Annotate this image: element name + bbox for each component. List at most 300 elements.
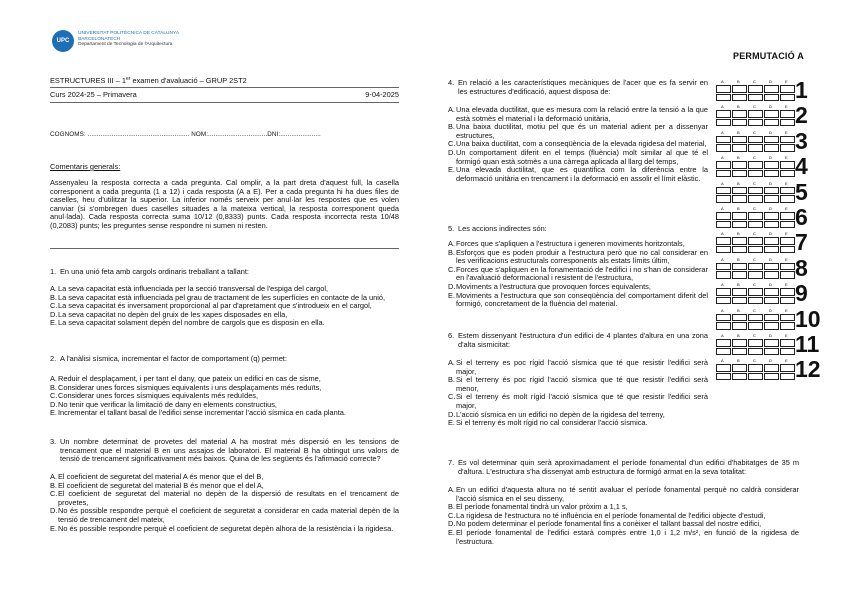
course-row bbox=[50, 91, 399, 100]
answer-box-cancel[interactable] bbox=[780, 246, 795, 254]
answer-option bbox=[448, 529, 799, 546]
answer-box-select[interactable] bbox=[732, 263, 747, 271]
grid-column-letter: A bbox=[721, 358, 724, 364]
answer-options bbox=[50, 285, 399, 328]
answer-box-select[interactable] bbox=[748, 85, 763, 93]
option-text: Moviments a l'estructura que provoquen forces equivalents, bbox=[456, 281, 651, 291]
option-letter: E. bbox=[448, 290, 455, 300]
grid-column-letter: A bbox=[721, 155, 724, 161]
grid-column-letter: B bbox=[737, 231, 740, 237]
grid-column-letter: C bbox=[753, 333, 756, 338]
option-text: Un comportament diferit en el temps (fluència) molt similar al que té el formigó quan està sotmès a una càrrega aplicada al llarg del temps, bbox=[456, 147, 708, 166]
grid-column-letter: B bbox=[737, 206, 740, 211]
answer-box-cancel[interactable] bbox=[748, 170, 763, 178]
answer-box-select[interactable] bbox=[732, 187, 747, 195]
answer-option bbox=[448, 359, 708, 376]
answer-row-number: 2 bbox=[795, 102, 808, 129]
answer-box-cancel[interactable] bbox=[780, 271, 795, 279]
answer-box-cancel[interactable] bbox=[732, 246, 747, 254]
option-text: La seva capacitat està influenciada per la secció transversal de l'espiga del cargol, bbox=[58, 284, 329, 293]
grid-column-letter: B bbox=[737, 282, 740, 288]
answer-option bbox=[448, 106, 708, 123]
question-stem bbox=[50, 355, 399, 364]
option-text: No és possible respondre perquè el coeficient de seguretat a considerar en cada material depèn de la tensió de trencament del mateix, bbox=[58, 506, 399, 524]
answer-box-cancel[interactable] bbox=[716, 271, 731, 279]
grid-column-letter: D bbox=[769, 256, 772, 262]
answer-box-select[interactable] bbox=[780, 339, 795, 347]
option-letter: C. bbox=[448, 510, 456, 520]
question-text: En una unió feta amb cargols ordinaris treballant a tallant: bbox=[60, 267, 249, 276]
question-number: 5. bbox=[448, 224, 455, 233]
option-letter: B. bbox=[50, 292, 57, 302]
grid-column-letter: A bbox=[721, 333, 724, 338]
answer-box-select[interactable] bbox=[716, 161, 731, 169]
question-text: Estem dissenyant l'estructura d'un edifici de 4 plantes d'altura en una zona d'alta sismicitat: bbox=[458, 331, 708, 349]
answer-option bbox=[50, 525, 399, 534]
answer-box-cancel[interactable] bbox=[732, 195, 747, 203]
answer-box-cancel[interactable] bbox=[732, 144, 747, 152]
answer-box-cancel[interactable] bbox=[716, 119, 731, 127]
answer-box-cancel[interactable] bbox=[780, 322, 795, 330]
answer-box-select[interactable] bbox=[764, 136, 779, 144]
answer-box-select[interactable] bbox=[780, 136, 795, 144]
answer-box-select[interactable] bbox=[748, 161, 763, 169]
grid-column-letter: E bbox=[785, 180, 788, 186]
option-text: La rigidesa de l'estructura no té influència en el període fonamental de l'edifici objecte d'estudi, bbox=[456, 510, 766, 520]
answer-box-cancel[interactable] bbox=[764, 94, 779, 102]
question-4 bbox=[448, 78, 708, 183]
answer-box-cancel[interactable] bbox=[764, 373, 779, 381]
option-text: No tenir que verificar la limitació de dany en elements constructius, bbox=[58, 399, 277, 409]
option-letter: B. bbox=[50, 480, 57, 490]
answer-box-select[interactable] bbox=[716, 263, 731, 271]
answer-box-cancel[interactable] bbox=[748, 119, 763, 127]
grid-column-letter: D bbox=[769, 231, 772, 237]
answer-box-cancel[interactable] bbox=[780, 373, 795, 381]
answer-box-cancel[interactable] bbox=[780, 297, 795, 305]
question-text: En relació a les característiques mecàniques de l'acer que es fa servir en les estructures d'edificació, aquest disposa de: bbox=[458, 78, 708, 96]
answer-box-select[interactable] bbox=[764, 364, 779, 372]
grid-column-letter: D bbox=[769, 104, 772, 110]
answer-box-select[interactable] bbox=[732, 364, 747, 372]
answer-box-cancel[interactable] bbox=[764, 221, 779, 229]
grid-column-letter: C bbox=[753, 206, 756, 211]
option-text: Incrementar el tallant basal de l'edifici sense incrementar l'acció sísmica en cada planta. bbox=[58, 408, 346, 418]
answer-box-cancel[interactable] bbox=[716, 373, 731, 381]
answer-box-select[interactable] bbox=[732, 237, 747, 245]
option-letter: E. bbox=[448, 165, 455, 175]
answer-row-9 bbox=[716, 282, 836, 307]
exam-title: ESTRUCTURES III – 1er examen d'avaluació – GRUP 2ST2 bbox=[50, 76, 247, 85]
option-letter: B. bbox=[448, 375, 455, 385]
option-text: L'acció sísmica en un edifici no depèn de la rigidesa del terreny, bbox=[456, 409, 665, 419]
answer-box-select[interactable] bbox=[732, 85, 747, 93]
option-text: Considerar unes forces sísmiques equivalents i uns desplaçaments més reduïts, bbox=[58, 382, 322, 392]
answer-row-number: 7 bbox=[795, 229, 808, 256]
question-7 bbox=[448, 458, 799, 546]
answer-box-cancel[interactable] bbox=[748, 322, 763, 330]
answer-box-select[interactable] bbox=[764, 263, 779, 271]
answer-box-select[interactable] bbox=[780, 161, 795, 169]
question-stem bbox=[448, 332, 708, 349]
answer-row-number: 5 bbox=[795, 178, 808, 205]
grid-column-letter: E bbox=[785, 256, 788, 262]
answer-box-cancel[interactable] bbox=[764, 170, 779, 178]
exam-date: 9-04-2025 bbox=[365, 90, 399, 99]
answer-box-cancel[interactable] bbox=[748, 195, 763, 203]
answer-option bbox=[50, 507, 399, 524]
grid-column-letter: D bbox=[769, 180, 772, 186]
question-stem bbox=[50, 268, 399, 277]
answer-box-cancel[interactable] bbox=[732, 348, 747, 356]
answer-box-cancel[interactable] bbox=[780, 119, 795, 127]
grid-column-letter: C bbox=[753, 231, 756, 237]
option-letter: A. bbox=[50, 472, 57, 481]
option-letter: A. bbox=[50, 284, 57, 293]
answer-box-cancel[interactable] bbox=[716, 94, 731, 102]
answer-options bbox=[50, 473, 399, 533]
option-text: Si el terreny és poc rígid l'acció sísmica que té que resistir l'edifici serà menor, bbox=[456, 375, 708, 393]
answer-box-select[interactable] bbox=[716, 314, 731, 322]
answer-box-select[interactable] bbox=[716, 85, 731, 93]
grid-column-letter: E bbox=[785, 206, 788, 211]
option-text: Considerar unes forces sísmiques equivalents més reduïdes, bbox=[58, 391, 259, 401]
grid-column-letter: E bbox=[785, 155, 788, 161]
option-text: El període fonamental tindrà un valor pròxim a 1,1 s, bbox=[456, 502, 628, 512]
answer-box-cancel[interactable] bbox=[764, 144, 779, 152]
logo-text bbox=[78, 31, 179, 48]
answer-box-cancel[interactable] bbox=[732, 221, 747, 229]
answer-row-number: 11 bbox=[795, 331, 820, 357]
answer-box-cancel[interactable] bbox=[748, 144, 763, 152]
question-1 bbox=[50, 267, 399, 328]
answer-row-7 bbox=[716, 231, 836, 256]
grid-column-letter: E bbox=[785, 307, 788, 313]
option-text: Reduir el desplaçament, i per tant el dany, que pateix un edifici en cas de sisme, bbox=[58, 374, 321, 383]
answer-box-cancel[interactable] bbox=[748, 221, 763, 229]
course: Curs 2024-25 – Primavera bbox=[50, 90, 137, 99]
grid-column-letter: A bbox=[721, 79, 724, 84]
answer-options bbox=[50, 375, 399, 418]
option-letter: C. bbox=[448, 392, 456, 402]
option-text: Moviments a l'estructura que son conseqüència del comportament diferit del formigó, concretament de la fluència del material. bbox=[456, 290, 708, 309]
option-letter: E. bbox=[50, 318, 57, 328]
option-text: Una elevada ductilitat, que es mesura com la relació entre la tensió a la que està sotmès el material i la deformació unitària, bbox=[456, 105, 708, 123]
logo-mark: UPC bbox=[52, 30, 74, 52]
answer-row-number: 8 bbox=[795, 254, 808, 281]
answer-option bbox=[448, 149, 708, 166]
answer-box-cancel[interactable] bbox=[732, 170, 747, 178]
answer-box-select[interactable] bbox=[780, 212, 795, 220]
grid-column-letter: C bbox=[753, 129, 756, 135]
grid-column-letter: E bbox=[785, 79, 788, 84]
answer-box-select[interactable] bbox=[748, 110, 763, 118]
answer-box-cancel[interactable] bbox=[748, 373, 763, 381]
answer-row-number: 1 bbox=[795, 77, 808, 103]
answer-box-select[interactable] bbox=[748, 288, 763, 296]
question-number: 6. bbox=[448, 331, 455, 340]
answer-box-select[interactable] bbox=[732, 314, 747, 322]
option-text: La seva capacitat solament depèn del nombre de cargols que es disposin en ella. bbox=[58, 318, 325, 328]
answer-box-cancel[interactable] bbox=[780, 221, 795, 229]
option-letter: E. bbox=[448, 418, 455, 428]
answer-box-select[interactable] bbox=[764, 237, 779, 245]
answer-box-cancel[interactable] bbox=[732, 322, 747, 330]
option-letter: C. bbox=[448, 264, 456, 274]
answer-box-cancel[interactable] bbox=[716, 322, 731, 330]
option-letter: D. bbox=[50, 399, 58, 409]
answer-box-cancel[interactable] bbox=[716, 195, 731, 203]
grid-column-letter: D bbox=[769, 333, 772, 338]
grid-column-letter: C bbox=[753, 79, 756, 84]
answer-box-cancel[interactable] bbox=[764, 348, 779, 356]
answer-box-select[interactable] bbox=[764, 85, 779, 93]
option-letter: C. bbox=[50, 301, 58, 311]
general-comments-text: Assenyaleu la resposta correcta a cada pregunta. Cal omplir, a la part dreta d'aquest full, la casella corresponent a cada pregunta (1 a 12) i cada resposta (A a E). Per a cada pregunta hi ha dues files de caselles, heu d'utilitzar la superior. La inferior només serveix per anul·lar les respostes que es volen canviar (si s'ombregen dues caselles situades a la mateixa vertical, la resposta corresponent queda anul·lada). Cada resposta correcta suma 10/12 (0,8333) punts. Cada resposta incorrecta resta 10/48 (0,2083) punts; les preguntes sense respondre ni sumen ni resten. bbox=[50, 178, 399, 230]
answer-box-select[interactable] bbox=[764, 339, 779, 347]
answer-box-cancel[interactable] bbox=[716, 348, 731, 356]
question-2 bbox=[50, 354, 399, 418]
answer-options bbox=[448, 106, 708, 183]
option-letter: A. bbox=[448, 105, 455, 114]
answer-box-cancel[interactable] bbox=[716, 144, 731, 152]
answer-box-cancel[interactable] bbox=[732, 373, 747, 381]
answer-box-cancel[interactable] bbox=[748, 246, 763, 254]
question-number: 2. bbox=[50, 354, 57, 363]
answer-box-select[interactable] bbox=[732, 339, 747, 347]
answer-option bbox=[448, 266, 708, 283]
grid-column-letter: E bbox=[785, 282, 788, 288]
answer-box-select[interactable] bbox=[748, 263, 763, 271]
answer-box-select[interactable] bbox=[764, 110, 779, 118]
option-letter: A. bbox=[50, 374, 57, 383]
grid-column-letter: B bbox=[737, 104, 740, 110]
grid-column-letter: E bbox=[785, 129, 788, 135]
answer-option bbox=[50, 319, 399, 328]
answer-box-cancel[interactable] bbox=[764, 322, 779, 330]
question-text: Les accions indirectes són: bbox=[458, 224, 547, 233]
grid-column-letter: A bbox=[721, 282, 724, 288]
grid-column-letter: B bbox=[737, 79, 740, 84]
title-divider bbox=[50, 87, 399, 88]
answer-box-select[interactable] bbox=[748, 314, 763, 322]
answer-box-select[interactable] bbox=[716, 187, 731, 195]
grid-column-letter: D bbox=[769, 79, 772, 84]
grid-column-letter: C bbox=[753, 180, 756, 186]
question-text: A l'anàlisi sísmica, incrementar el factor de comportament (q) permet: bbox=[60, 354, 287, 363]
answer-box-cancel[interactable] bbox=[764, 297, 779, 305]
answer-row-number: 4 bbox=[795, 153, 808, 180]
answer-option bbox=[448, 486, 799, 503]
answer-row-2 bbox=[716, 104, 836, 129]
answer-box-select[interactable] bbox=[716, 237, 731, 245]
option-text: Forces que s'apliquen en la fonamentació de l'edifici i no s'han de considerar en l'avaluació deformacional i resistent de l'estructura, bbox=[456, 264, 708, 283]
option-letter: C. bbox=[50, 489, 58, 499]
answer-box-select[interactable] bbox=[716, 136, 731, 144]
grid-column-letter: C bbox=[753, 155, 756, 161]
grid-column-letter: E bbox=[785, 231, 788, 237]
course-divider bbox=[50, 102, 399, 103]
grid-column-letter: B bbox=[737, 333, 740, 338]
option-text: Si el terreny és molt rígid l'acció sísmica que té que resistir l'edifici serà major, bbox=[456, 392, 708, 410]
answer-box-cancel[interactable] bbox=[748, 297, 763, 305]
option-text: El període fonamental de l'edifici estarà comprès entre 1,0 i 1,2 m/s², en funció de la rigidesa de l'estructura. bbox=[456, 527, 799, 546]
question-stem bbox=[448, 459, 799, 476]
answer-box-cancel[interactable] bbox=[780, 170, 795, 178]
answer-box-cancel[interactable] bbox=[748, 94, 763, 102]
grid-column-letter: C bbox=[753, 358, 756, 364]
answer-box-cancel[interactable] bbox=[732, 119, 747, 127]
answer-box-select[interactable] bbox=[732, 110, 747, 118]
answer-box-cancel[interactable] bbox=[716, 246, 731, 254]
option-text: Esforços que es poden produir a l'estructura però que no cal considerar en les verificacions estructurals corresponents als estats límits últim, bbox=[456, 247, 708, 266]
answer-row-number: 9 bbox=[795, 280, 808, 307]
option-letter: B. bbox=[448, 247, 455, 257]
answer-options bbox=[448, 486, 799, 546]
answer-box-select[interactable] bbox=[748, 136, 763, 144]
grid-column-letter: C bbox=[753, 104, 756, 110]
answer-option bbox=[448, 376, 708, 393]
question-text: Es vol determinar quin serà aproximadament el període fonamental d'un edifici d'habitatges de 35 m d'altura. L'estructura s'ha dissenyat amb estructura de formigó armat en la seva totalitat: bbox=[458, 458, 799, 476]
answer-box-select[interactable] bbox=[764, 314, 779, 322]
grid-column-letter: A bbox=[721, 256, 724, 262]
grid-column-letter: C bbox=[753, 307, 756, 313]
answer-box-select[interactable] bbox=[764, 212, 779, 220]
answer-row-6 bbox=[716, 206, 836, 231]
answer-options bbox=[448, 359, 708, 428]
question-number: 7. bbox=[448, 458, 455, 467]
answer-box-select[interactable] bbox=[764, 288, 779, 296]
grid-column-letter: A bbox=[721, 104, 724, 110]
answer-box-select[interactable] bbox=[716, 212, 731, 220]
answer-box-select[interactable] bbox=[716, 364, 731, 372]
grid-column-letter: B bbox=[737, 358, 740, 364]
option-text: La seva capacitat és inversament proporcional al par d'apretament que s'introdueix en el cargol, bbox=[58, 301, 372, 311]
logo-line2: BARCELONATECH bbox=[78, 36, 121, 42]
answer-box-cancel[interactable] bbox=[732, 297, 747, 305]
option-text: En un edifici d'aquesta altura no té sentit avaluar el període fonamental perquè no caldrà considerar l'acció sísmica en el seu disseny, bbox=[456, 485, 799, 503]
option-letter: D. bbox=[448, 519, 456, 529]
answer-box-cancel[interactable] bbox=[764, 119, 779, 127]
answer-box-cancel[interactable] bbox=[748, 348, 763, 356]
answer-box-select[interactable] bbox=[732, 288, 747, 296]
answer-box-select[interactable] bbox=[780, 85, 795, 93]
student-fields[interactable]: COGNOMS: ....................................................... NOM:................................DNI:...................... bbox=[50, 131, 321, 138]
answer-row-11 bbox=[716, 333, 836, 358]
answer-box-cancel[interactable] bbox=[716, 170, 731, 178]
answer-box-select[interactable] bbox=[780, 314, 795, 322]
grid-column-letter: A bbox=[721, 180, 724, 186]
answer-row-10 bbox=[716, 305, 836, 333]
option-letter: E. bbox=[50, 523, 57, 533]
grid-column-letter: D bbox=[769, 206, 772, 211]
answer-box-select[interactable] bbox=[780, 110, 795, 118]
option-letter: D. bbox=[50, 506, 58, 516]
question-6 bbox=[448, 331, 708, 428]
option-letter: B. bbox=[448, 502, 455, 512]
option-letter: B. bbox=[50, 382, 57, 392]
grid-column-letter: E bbox=[785, 333, 788, 338]
general-comments-heading: Comentaris generals: bbox=[50, 162, 121, 171]
option-letter: B. bbox=[448, 122, 455, 132]
answer-box-select[interactable] bbox=[780, 288, 795, 296]
answer-box-select[interactable] bbox=[732, 161, 747, 169]
option-letter: A. bbox=[448, 239, 455, 248]
grid-column-letter: A bbox=[721, 206, 724, 211]
answer-row-4 bbox=[716, 155, 836, 180]
answer-box-select[interactable] bbox=[716, 288, 731, 296]
grid-column-letter: B bbox=[737, 155, 740, 161]
answer-option bbox=[448, 123, 708, 140]
answer-box-select[interactable] bbox=[732, 212, 747, 220]
answer-box-cancel[interactable] bbox=[716, 221, 731, 229]
option-letter: D. bbox=[448, 147, 456, 157]
grid-column-letter: E bbox=[785, 104, 788, 110]
answer-box-cancel[interactable] bbox=[780, 144, 795, 152]
answer-box-select[interactable] bbox=[716, 339, 731, 347]
answer-options bbox=[448, 240, 708, 309]
grid-column-letter: C bbox=[753, 256, 756, 262]
answer-box-cancel[interactable] bbox=[780, 348, 795, 356]
answer-box-cancel[interactable] bbox=[780, 94, 795, 102]
option-letter: D. bbox=[448, 281, 456, 291]
question-3 bbox=[50, 437, 399, 533]
answer-option bbox=[448, 393, 708, 410]
option-letter: A. bbox=[448, 358, 455, 367]
option-text: Una baixa ductilitat, com a conseqüència de la elevada rigidesa del material, bbox=[456, 139, 707, 149]
instructions-divider bbox=[50, 248, 399, 249]
permutation-label: PERMUTACIÓ A bbox=[733, 51, 804, 61]
answer-row-number: 10 bbox=[795, 305, 821, 332]
grid-column-letter: A bbox=[721, 129, 724, 135]
answer-box-select[interactable] bbox=[748, 339, 763, 347]
question-number: 1. bbox=[50, 267, 57, 276]
answer-box-select[interactable] bbox=[748, 364, 763, 372]
answer-box-cancel[interactable] bbox=[748, 271, 763, 279]
question-stem bbox=[50, 438, 399, 464]
option-letter: A. bbox=[448, 485, 455, 494]
answer-box-cancel[interactable] bbox=[764, 271, 779, 279]
answer-box-select[interactable] bbox=[780, 187, 795, 195]
answer-box-select[interactable] bbox=[764, 187, 779, 195]
option-text: El coeficient de seguretat del material A és menor que el del B, bbox=[58, 472, 264, 481]
grid-column-letter: D bbox=[769, 155, 772, 161]
answer-box-select[interactable] bbox=[780, 364, 795, 372]
answer-box-select[interactable] bbox=[780, 237, 795, 245]
answer-box-cancel[interactable] bbox=[780, 195, 795, 203]
answer-box-select[interactable] bbox=[732, 136, 747, 144]
grid-column-letter: B bbox=[737, 256, 740, 262]
answer-box-select[interactable] bbox=[764, 161, 779, 169]
answer-box-cancel[interactable] bbox=[764, 195, 779, 203]
answer-row-number: 3 bbox=[795, 127, 808, 154]
option-text: La seva capacitat no depèn del gruix de les xapes disposades en ella, bbox=[58, 309, 288, 319]
option-text: No podem determinar el període fonamental fins a conèixer el tallant bassal del nostre edifici, bbox=[456, 519, 762, 529]
answer-box-cancel[interactable] bbox=[716, 297, 731, 305]
answer-box-cancel[interactable] bbox=[732, 94, 747, 102]
answer-row-8 bbox=[716, 254, 836, 282]
answer-box-cancel[interactable] bbox=[764, 246, 779, 254]
answer-option bbox=[448, 292, 708, 309]
answer-box-cancel[interactable] bbox=[732, 271, 747, 279]
answer-box-select[interactable] bbox=[748, 187, 763, 195]
answer-box-select[interactable] bbox=[748, 212, 763, 220]
answer-box-select[interactable] bbox=[748, 237, 763, 245]
logo-dept: Departament de Tecnologia de l'Arquitectura bbox=[78, 42, 173, 48]
university-logo bbox=[52, 30, 180, 54]
answer-box-select[interactable] bbox=[716, 110, 731, 118]
answer-box-select[interactable] bbox=[780, 263, 795, 271]
